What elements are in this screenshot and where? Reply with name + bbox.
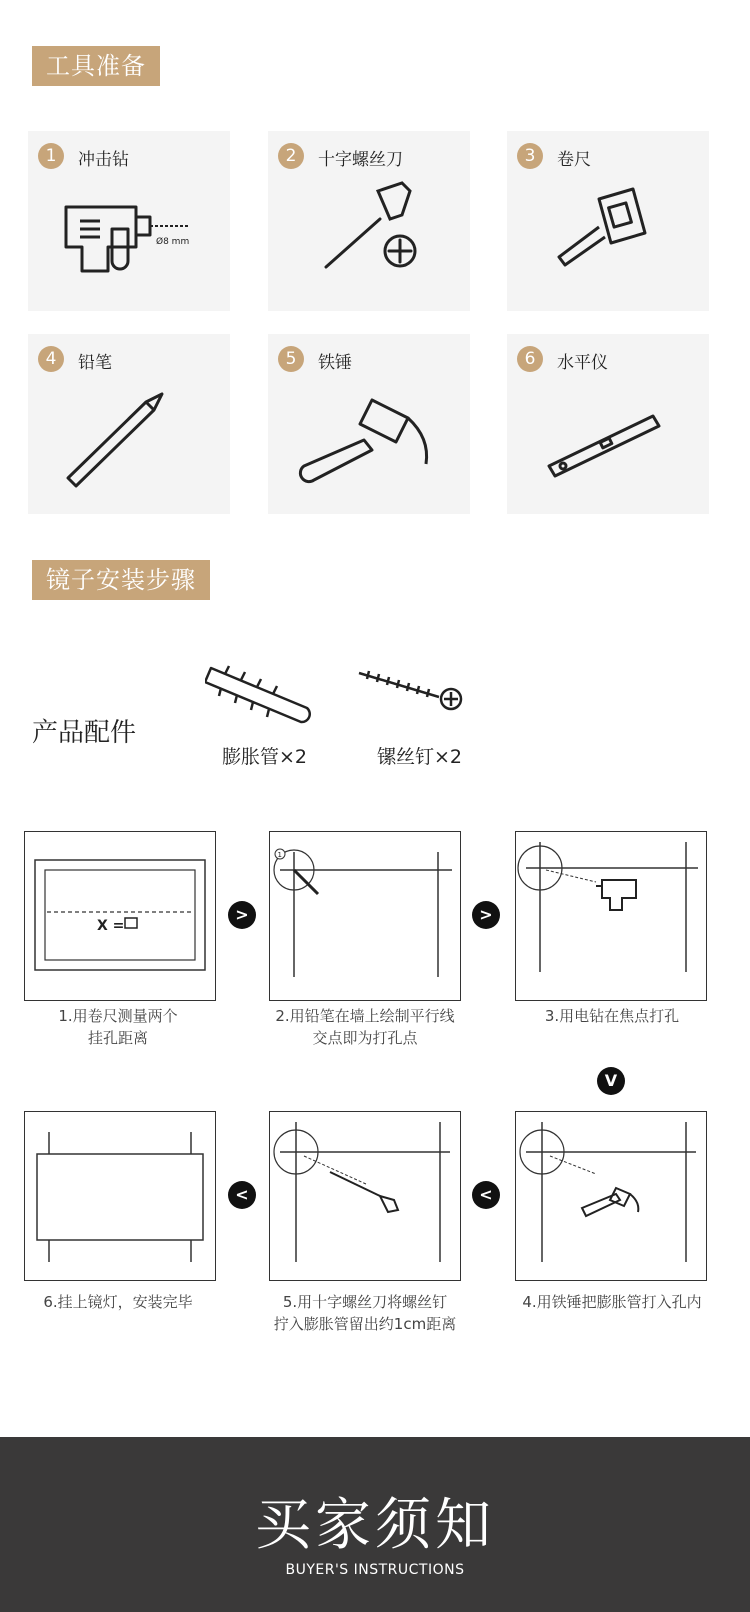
tool-card-screwdriver [268, 131, 470, 311]
tool-number: 5 [278, 346, 304, 372]
arrow-down-icon: V [597, 1067, 625, 1095]
tool-card-drill [28, 131, 230, 311]
hammer-icon [582, 1188, 638, 1216]
step-5-caption: 5.用十字螺丝刀将螺丝钉 拧入膨胀管留出约1cm距离 [273, 1293, 457, 1333]
tool-number: 2 [278, 143, 304, 169]
drilling-diagram [516, 832, 706, 1000]
step-5-diagram [269, 1111, 461, 1281]
tool-card-level [507, 334, 709, 514]
tool-label: 水平仪 [557, 353, 608, 373]
arrow-left-icon: < [228, 1181, 256, 1209]
screwing-diagram [270, 1112, 460, 1280]
tool-number: 1 [38, 143, 64, 169]
mark-number: 1 [277, 851, 282, 859]
tool-card-hammer [268, 334, 470, 514]
arrow-right-icon: > [228, 901, 256, 929]
tool-label: 十字螺丝刀 [318, 150, 403, 170]
step-6-diagram [24, 1111, 216, 1281]
tool-card-pencil [28, 334, 230, 514]
tape-measure-icon [125, 918, 137, 928]
step-4-diagram [515, 1111, 707, 1281]
arrow-left-icon: < [472, 1181, 500, 1209]
wall-anchor-icon [205, 660, 325, 736]
screw-icon [355, 665, 475, 725]
step-6-caption: 6.挂上镜灯，安装完毕 [43, 1293, 193, 1311]
step-4-caption: 4.用铁锤把膨胀管打入孔内 [522, 1293, 702, 1311]
arrow-right-icon: > [472, 901, 500, 929]
tool-card-tape-measure [507, 131, 709, 311]
tool-label: 铅笔 [78, 353, 112, 373]
drill-size-note: Ø8 mm [156, 237, 190, 247]
footer-subtitle: BUYER'S INSTRUCTIONS [285, 1562, 465, 1578]
step-3-diagram [515, 831, 707, 1001]
section-title-steps: 镜子安装步骤 [32, 560, 210, 600]
tool-label: 铁锤 [318, 353, 352, 373]
step-3-caption: 3.用电钻在焦点打孔 [544, 1007, 680, 1025]
measure-mark: X = [97, 918, 125, 934]
footer-title: 买家须知 [255, 1493, 495, 1558]
measure-diagram [25, 832, 215, 1000]
tool-label: 冲击钻 [78, 150, 129, 170]
buyer-notice-banner [0, 1437, 750, 1612]
pencil-icon [28, 374, 230, 514]
level-icon [507, 374, 709, 514]
tape-measure-icon [507, 171, 709, 311]
step-2-diagram [269, 831, 461, 1001]
drill-icon [28, 171, 230, 311]
tool-number: 6 [517, 346, 543, 372]
accessory-label-anchor: 膨胀管×2 [222, 746, 308, 768]
screwdriver-icon [268, 171, 470, 311]
hammer-icon [268, 374, 470, 514]
drill-icon [596, 880, 636, 910]
tool-number: 3 [517, 143, 543, 169]
pencil-mark-diagram [270, 832, 460, 1000]
mirror-hung-diagram [25, 1112, 215, 1280]
tool-label: 卷尺 [557, 150, 591, 170]
section-title-tools: 工具准备 [32, 46, 160, 86]
step-2-caption: 2.用铅笔在墙上绘制平行线 交点即为打孔点 [275, 1007, 455, 1047]
accessory-label-screw: 镙丝钉×2 [377, 746, 463, 768]
step-1-caption: 1.用卷尺测量两个 挂孔距离 [58, 1007, 178, 1047]
hammering-diagram [516, 1112, 706, 1280]
step-1-diagram [24, 831, 216, 1001]
tool-number: 4 [38, 346, 64, 372]
accessories-title: 产品配件 [32, 718, 137, 748]
screwdriver-icon [330, 1172, 398, 1212]
